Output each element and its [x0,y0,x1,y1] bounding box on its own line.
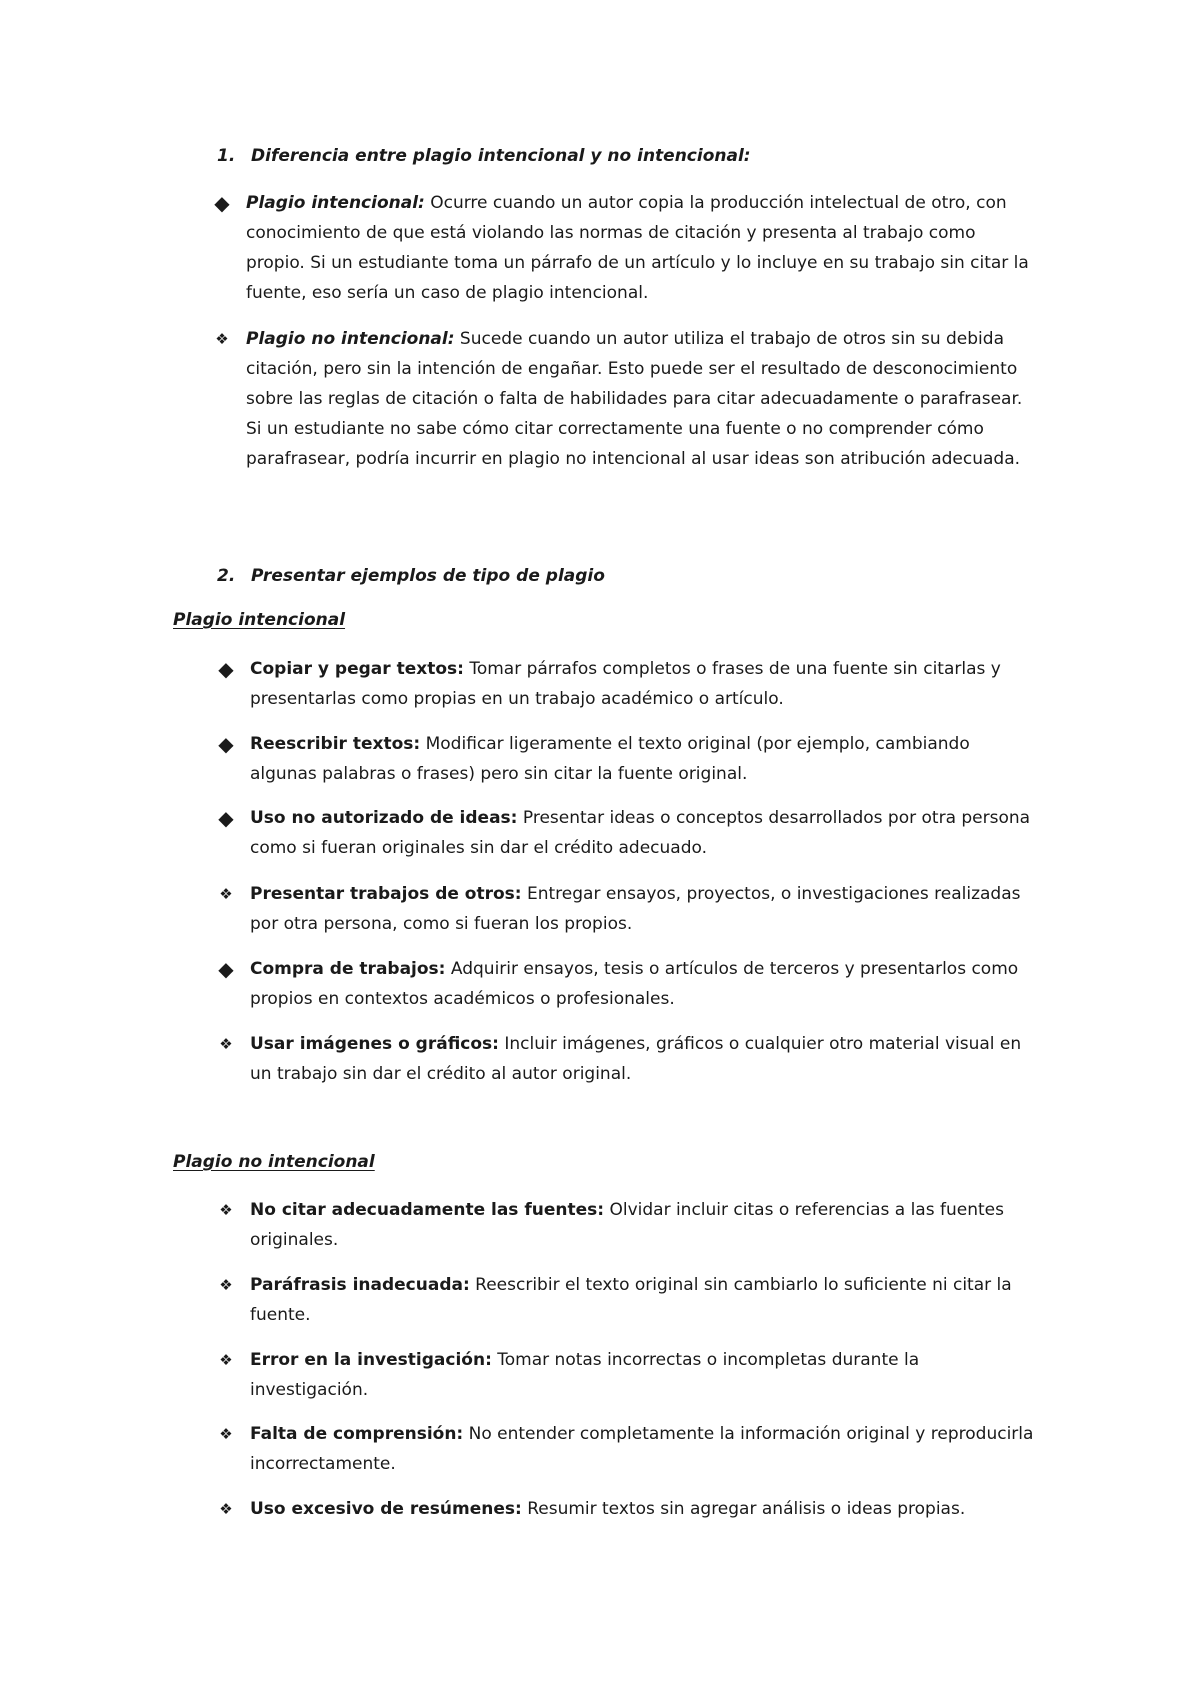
item-text: Presentar ideas o conceptos desarrollados por otra persona como si fueran originales sin dar el crédito adecuado. [250,808,1031,858]
item-label: Plagio intencional: [246,193,425,213]
item-label: Uso excesivo de resúmenes: [250,1499,522,1519]
item-label: Reescribir textos: [250,734,421,754]
list-item [250,1494,1040,1524]
item-text: Incluir imágenes, gráficos o cualquier otro material visual en un trabajo sin dar el crédito al autor original. [250,1034,1022,1084]
diamond-bullet-icon: ◆ [218,957,234,981]
list-item [250,1195,1040,1255]
item-text: Adquirir ensayos, tesis o artículos de terceros y presentarlos como propios en contextos académicos o profesionales. [250,959,1019,1009]
subheading-no-intencional: Plagio no intencional [173,1152,375,1172]
four-diamond-bullet-icon: ❖ [219,1425,233,1443]
four-diamond-bullet-icon: ❖ [215,330,229,348]
list-item [250,803,1040,863]
section-2-title: Presentar ejemplos de tipo de plagio [251,566,605,586]
section-2-number: 2. [217,566,236,586]
item-text: Ocurre cuando un autor copia la producción intelectual de otro, con conocimiento de que está violando las normas de citación y presenta al trabajo como propio. Si un estudiante toma un párrafo de un artículo y lo incluye en su trabajo sin citar la fuente, eso sería un caso de plagio intencional. [246,193,1029,303]
list-item [250,1419,1040,1479]
list-item [250,1029,1040,1089]
item-text: No entender completamente la información original y reproducirla incorrectamente. [250,1424,1034,1474]
list-item [250,654,1040,714]
four-diamond-bullet-icon: ❖ [219,1201,233,1219]
diamond-bullet-icon: ◆ [218,806,234,830]
subheading-intencional: Plagio intencional [173,610,346,630]
section-2-heading [217,566,605,586]
list-item [250,954,1040,1014]
item-text: Reescribir el texto original sin cambiarlo lo suficiente ni citar la fuente. [250,1275,1012,1325]
four-diamond-bullet-icon: ❖ [219,1035,233,1053]
item-label: Falta de comprensión: [250,1424,464,1444]
item-text: Entregar ensayos, proyectos, o investigaciones realizadas por otra persona, como si fueran los propios. [250,884,1021,934]
section-1-title: Diferencia entre plagio intencional y no intencional: [251,146,751,166]
section-1-heading [217,146,751,166]
item-label: Copiar y pegar textos: [250,659,464,679]
item-label: Compra de trabajos: [250,959,446,979]
diamond-bullet-icon: ◆ [218,732,234,756]
item-text: Modificar ligeramente el texto original (por ejemplo, cambiando algunas palabras o frases) pero sin citar la fuente original. [250,734,970,784]
list-item [246,324,1036,474]
diamond-bullet-icon: ◆ [214,191,230,215]
item-label: Uso no autorizado de ideas: [250,808,518,828]
four-diamond-bullet-icon: ❖ [219,1351,233,1369]
item-label: Error en la investigación: [250,1350,492,1370]
item-text: Sucede cuando un autor utiliza el trabajo de otros sin su debida citación, pero sin la intención de engañar. Esto puede ser el resultado de desconocimiento sobre las reglas de citación o falta de habilidades para citar adecuadamente o parafrasear. Si un estudiante no sabe cómo citar correctamente una fuente o no comprender cómo parafrasear, podría incurrir en plagio no intencional al usar ideas son atribución adecuada. [246,329,1023,469]
item-label: Plagio no intencional: [246,329,455,349]
item-label: Paráfrasis inadecuada: [250,1275,470,1295]
four-diamond-bullet-icon: ❖ [219,885,233,903]
item-text: Tomar párrafos completos o frases de una fuente sin citarlas y presentarlas como propias en un trabajo académico o artículo. [250,659,1001,709]
list-item [250,1345,1040,1405]
item-label: Presentar trabajos de otros: [250,884,522,904]
item-text: Olvidar incluir citas o referencias a las fuentes originales. [250,1200,1004,1250]
item-text: Tomar notas incorrectas o incompletas durante la investigación. [250,1350,920,1400]
list-item [250,1270,1040,1330]
four-diamond-bullet-icon: ❖ [219,1500,233,1518]
item-label: No citar adecuadamente las fuentes: [250,1200,605,1220]
list-item [250,879,1040,939]
diamond-bullet-icon: ◆ [218,657,234,681]
item-text: Resumir textos sin agregar análisis o ideas propias. [521,1499,966,1519]
section-1-number: 1. [217,146,236,166]
list-item [246,188,1036,308]
list-item [250,729,1040,789]
four-diamond-bullet-icon: ❖ [219,1276,233,1294]
item-label: Usar imágenes o gráficos: [250,1034,499,1054]
